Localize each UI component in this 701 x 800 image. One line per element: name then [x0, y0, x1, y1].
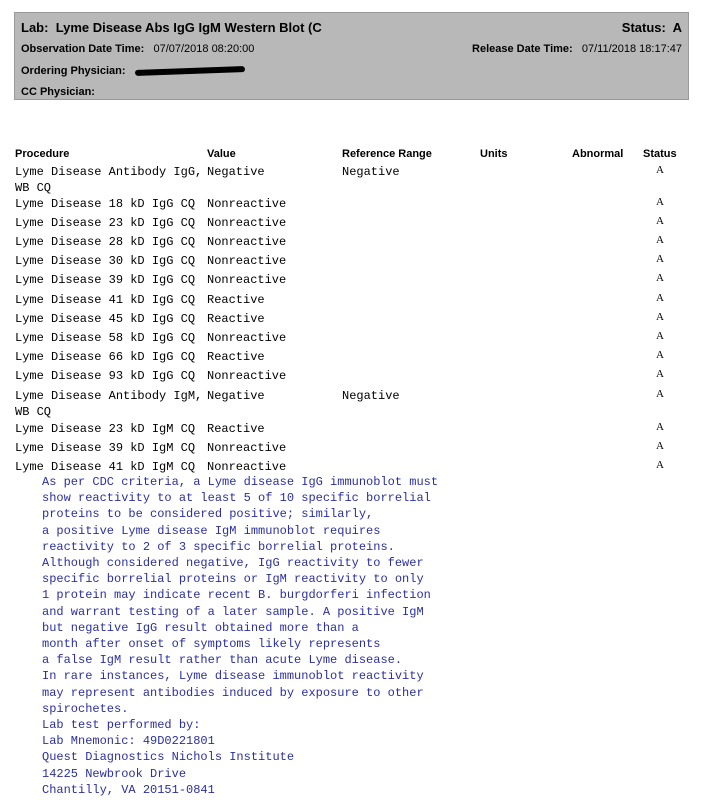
procedure-cell: Lyme Disease 41 kD IgM CQ: [15, 460, 196, 474]
comment-line: Chantilly, VA 20151-0841: [42, 782, 215, 797]
value-cell: Negative: [207, 165, 265, 179]
release-datetime: [472, 43, 682, 55]
cc-label: CC Physician:: [21, 86, 95, 98]
value-cell: Nonreactive: [207, 216, 287, 230]
value-cell: Nonreactive: [207, 369, 287, 383]
comment-line: month after onset of symptoms likely represents: [42, 637, 381, 652]
procedure-cell: Lyme Disease Antibody IgG, WB CQ: [15, 165, 203, 195]
procedure-cell: Lyme Disease 18 kD IgG CQ: [15, 197, 196, 211]
procedure-cell: Lyme Disease 23 kD IgG CQ: [15, 216, 196, 230]
comment-line: a false IgM result rather than acute Lyme disease.: [42, 653, 403, 668]
observation-value: 07/07/2018 08:20:00: [153, 43, 255, 55]
status-cell: A: [656, 311, 664, 323]
value-cell: Nonreactive: [207, 254, 287, 268]
column-abnormal: Abnormal: [572, 148, 624, 160]
status-cell: A: [656, 421, 664, 433]
procedure-cell: Lyme Disease Antibody IgM, WB CQ: [15, 389, 203, 419]
release-value: 07/11/2018 18:17:47: [581, 43, 682, 55]
comment-line: As per CDC criteria, a Lyme disease IgG immunoblot must: [42, 475, 439, 489]
reference-cell: Negative: [342, 389, 400, 403]
value-cell: Reactive: [207, 422, 265, 436]
comment-line: 14225 Newbrook Drive: [42, 766, 187, 781]
column-status: Status: [643, 148, 677, 160]
comment-line: specific borrelial proteins or IgM reactivity to only: [42, 572, 424, 587]
comment-line: but negative IgG result obtained more than a: [42, 620, 359, 635]
value-cell: Nonreactive: [207, 197, 287, 211]
status-cell: A: [656, 459, 664, 471]
comment-line: Quest Diagnostics Nichols Institute: [42, 750, 295, 765]
comment-line: may represent antibodies induced by exposure to other: [42, 685, 424, 700]
status-cell: A: [656, 164, 664, 176]
comment-line: and warrant testing of a later sample. A positive IgM: [42, 604, 424, 619]
comment-line: reactivity to 2 of 3 specific borrelial proteins.: [42, 539, 395, 554]
status-value: A: [672, 20, 682, 35]
observation-label: Observation Date Time:: [21, 43, 145, 55]
status-cell: A: [656, 234, 664, 246]
value-cell: Nonreactive: [207, 441, 287, 455]
value-cell: Nonreactive: [207, 460, 287, 474]
status-cell: A: [656, 215, 664, 227]
comment-line: proteins to be considered positive; similarly,: [42, 507, 374, 522]
ordering-label: Ordering Physician:: [21, 65, 126, 77]
column-procedure: Procedure: [15, 148, 70, 160]
value-cell: Negative: [207, 389, 265, 403]
observation-datetime: [21, 43, 254, 55]
value-cell: Nonreactive: [207, 235, 287, 249]
release-label: Release Date Time:: [472, 43, 573, 55]
procedure-cell: Lyme Disease 23 kD IgM CQ: [15, 422, 196, 436]
status-cell: A: [656, 292, 664, 304]
comment-line: 1 protein may indicate recent B. burgdorferi infection: [42, 588, 431, 603]
comment-line: Although considered negative, IgG reactivity to fewer: [42, 556, 424, 571]
status-cell: A: [656, 349, 664, 361]
value-cell: Nonreactive: [207, 331, 287, 345]
comment-line: show reactivity to at least 5 of 10 specific borrelial: [42, 491, 431, 506]
status-label: Status:: [621, 20, 666, 35]
comment-line: a positive Lyme disease IgM immunoblot requires: [42, 523, 381, 538]
lab-status: [622, 20, 682, 35]
reference-cell: Negative: [342, 165, 400, 179]
lab-name: Lyme Disease Abs IgG IgM Western Blot (C: [55, 20, 322, 35]
procedure-cell: Lyme Disease 58 kD IgG CQ: [15, 331, 196, 345]
lab-title: [21, 20, 322, 35]
procedure-cell: Lyme Disease 45 kD IgG CQ: [15, 312, 196, 326]
comment-line: In rare instances, Lyme disease immunoblot reactivity: [42, 669, 424, 684]
procedure-cell: Lyme Disease 39 kD IgM CQ: [15, 441, 196, 455]
procedure-cell: Lyme Disease 30 kD IgG CQ: [15, 254, 196, 268]
ordering-physician: [21, 65, 245, 77]
procedure-cell: Lyme Disease 28 kD IgG CQ: [15, 235, 196, 249]
procedure-cell: Lyme Disease 41 kD IgG CQ: [15, 293, 196, 307]
column-units: Units: [480, 148, 508, 160]
value-cell: Reactive: [207, 293, 265, 307]
redaction-mark: [135, 66, 245, 76]
value-cell: Nonreactive: [207, 273, 287, 287]
comment-line: Lab test performed by:: [42, 718, 201, 733]
procedure-cell: Lyme Disease 39 kD IgG CQ: [15, 273, 196, 287]
column-reference-range: Reference Range: [342, 148, 432, 160]
comment-line: spirochetes.: [42, 701, 129, 716]
value-cell: Reactive: [207, 350, 265, 364]
status-cell: A: [656, 196, 664, 208]
status-cell: A: [656, 440, 664, 452]
status-cell: A: [656, 272, 664, 284]
cc-physician: [21, 86, 95, 98]
status-cell: A: [656, 253, 664, 265]
interpretive-comment: [42, 474, 472, 798]
status-cell: A: [656, 388, 664, 400]
value-cell: Reactive: [207, 312, 265, 326]
status-cell: A: [656, 330, 664, 342]
comment-line: Lab Mnemonic: 49D0221801: [42, 734, 215, 749]
lab-header-box: [14, 12, 689, 100]
procedure-cell: Lyme Disease 93 kD IgG CQ: [15, 369, 196, 383]
lab-label: Lab:: [21, 20, 49, 35]
status-cell: A: [656, 368, 664, 380]
procedure-cell: Lyme Disease 66 kD IgG CQ: [15, 350, 196, 364]
column-value: Value: [207, 148, 236, 160]
